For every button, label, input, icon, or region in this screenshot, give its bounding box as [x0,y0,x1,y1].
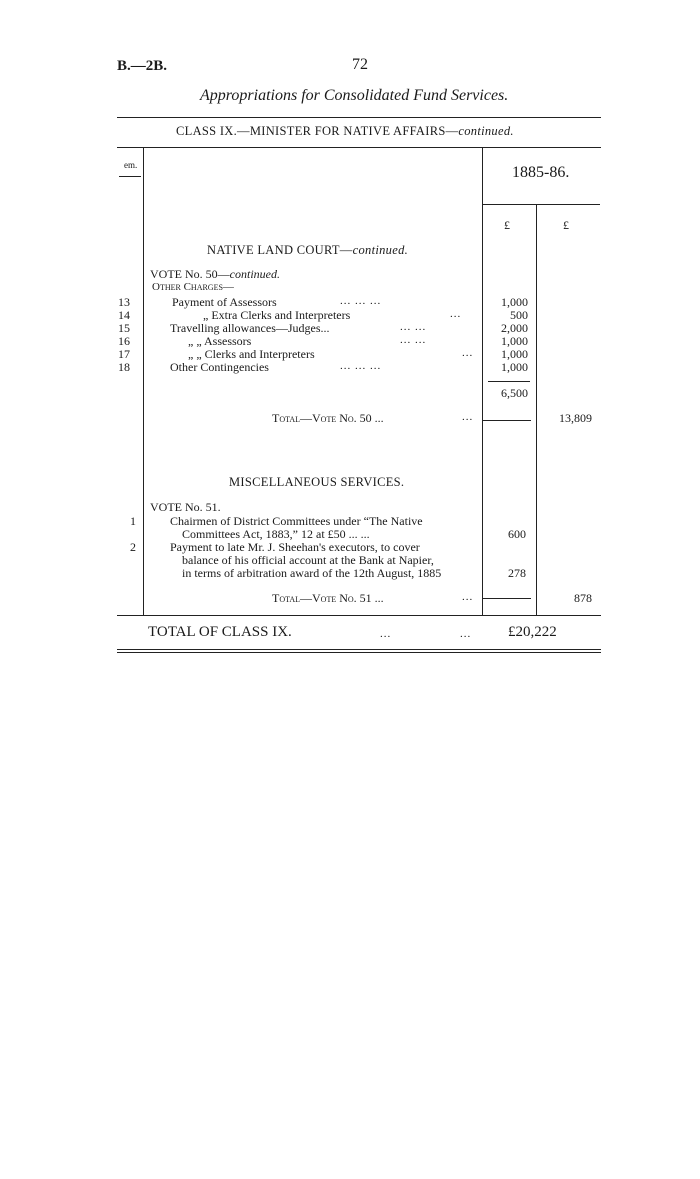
row-item-number: 13 [118,295,130,309]
vote-51-label: VOTE No. 51. [150,500,221,514]
row-item-number: 17 [118,347,130,361]
section-heading-continued: continued. [352,243,409,257]
grand-total-dots: ... [380,628,392,640]
misc-item-amount: 278 [508,566,526,580]
item-column-header: em. [124,160,138,170]
row-label: Payment of Assessors [172,295,277,309]
misc-item-number: 2 [130,540,136,554]
grand-total-rule-1 [117,649,601,650]
section-heading-native-land-court [207,243,408,258]
currency-symbol-totals: £ [563,218,569,232]
vote-50-total: 13,809 [559,411,592,425]
vote-51-total-rule [483,598,531,599]
misc-item-number: 1 [130,514,136,528]
misc-item-line: Chairmen of District Committees under “The Native [170,514,423,528]
document-reference: B.—2B. [117,58,168,74]
misc-item-line: Committees Act, 1883,” 12 at £50 ... ... [182,527,370,541]
other-charges-subhead: Other Charges— [152,281,234,293]
vote-50-subtotal: 6,500 [501,386,528,400]
grand-total-amount: £20,222 [508,624,557,640]
class-heading-continued: continued. [458,124,514,138]
grand-total-dots: ... [460,628,472,640]
row-label: „ Extra Clerks and Interpreters [203,308,351,322]
class-heading-text: CLASS IX.—MINISTER FOR NATIVE AFFAIRS— [176,124,459,138]
row-leader-dots: ... [450,308,462,320]
table-top-rule [117,147,601,148]
vote-51-total-label: Total—Vote No. 51 ... [272,591,384,605]
row-leader-dots: ... ... [400,321,427,333]
grand-total-label: TOTAL OF CLASS IX. [148,624,292,640]
row-leader-dots: ... ... ... [340,295,382,307]
page-title: Appropriations for Consolidated Fund Services. [200,87,509,104]
table-bottom-rule [117,615,601,616]
misc-item-line: in terms of arbitration award of the 12th August, 1885 [182,566,442,580]
vote-50-label [150,267,280,282]
row-amount: 1,000 [501,295,528,309]
row-item-number: 16 [118,334,130,348]
misc-item-line: balance of his official account at the Bank at Napier, [182,553,434,567]
vote-50-total-dots: ... [462,411,474,423]
row-label: Travelling allowances—Judges... [170,321,330,335]
page-number: 72 [352,56,368,73]
row-item-number: 15 [118,321,130,335]
row-label: „ „ Clerks and Interpreters [188,347,315,361]
item-header-rule [119,176,141,177]
vote-50-continued: continued. [229,267,280,281]
row-leader-dots: ... [462,347,474,359]
row-label: Other Contingencies [170,360,269,374]
vote-50-total-rule [483,420,531,421]
currency-symbol-items: £ [504,218,510,232]
row-amount: 1,000 [501,347,528,361]
misc-item-amount: 600 [508,527,526,541]
row-amount: 1,000 [501,360,528,374]
row-amount: 2,000 [501,321,528,335]
row-leader-dots: ... ... ... [340,360,382,372]
title-rule [117,117,601,118]
row-label: „ „ Assessors [188,334,252,348]
row-amount: 1,000 [501,334,528,348]
vote-50-text: VOTE No. 50— [150,267,230,281]
row-item-number: 18 [118,360,130,374]
year-header-rule [483,204,600,205]
row-item-number: 14 [118,308,130,322]
section-heading-text: NATIVE LAND COURT— [207,243,353,257]
subtotal-rule [488,381,530,382]
row-leader-dots: ... ... [400,334,427,346]
vote-50-total-label: Total—Vote No. 50 ... [272,411,384,425]
amount-column-divider [482,147,483,615]
item-column-divider [143,147,144,615]
vote-51-total-dots: ... [462,591,474,603]
section-heading-miscellaneous: MISCELLANEOUS SERVICES. [229,475,405,489]
year-header: 1885-86. [512,164,570,181]
row-amount: 500 [510,308,528,322]
vote-51-total: 878 [574,591,592,605]
grand-total-rule-2 [117,652,601,653]
misc-item-line: Payment to late Mr. J. Sheehan's executors, to cover [170,540,420,554]
total-column-divider [536,205,537,615]
class-heading [176,124,514,139]
